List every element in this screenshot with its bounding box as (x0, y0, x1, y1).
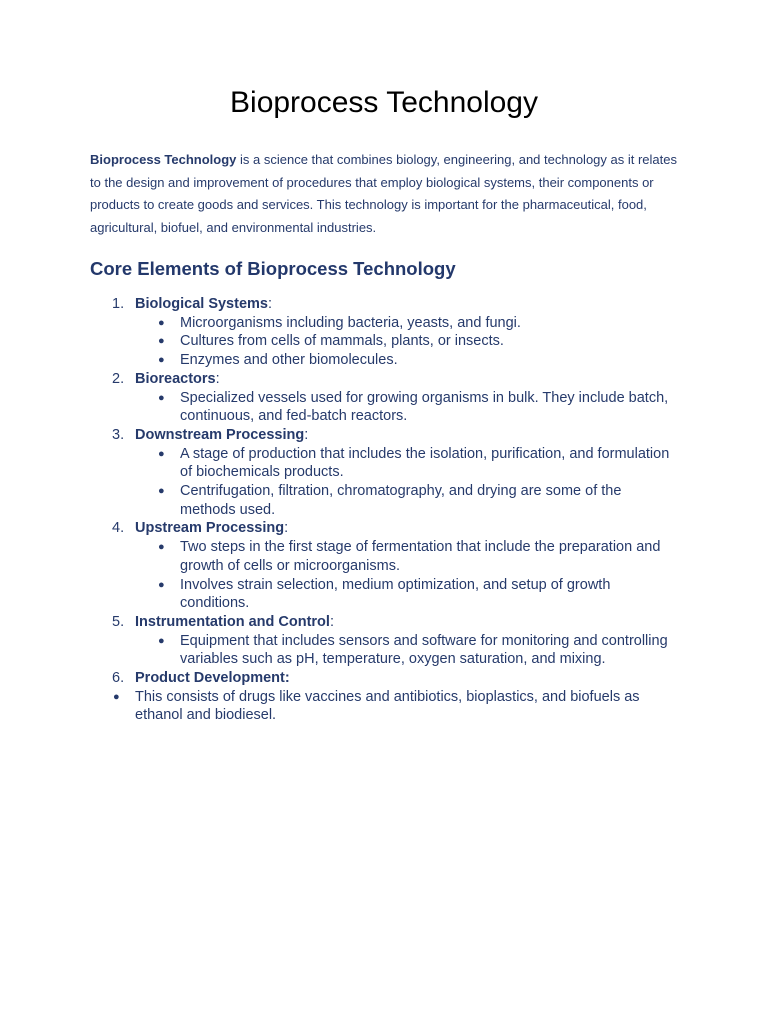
sub-bullet-item (135, 482, 680, 519)
sub-bullet-list (135, 538, 680, 613)
sub-bullet-item (135, 632, 680, 669)
core-element-item (90, 370, 680, 426)
bullet-icon: ● (158, 354, 165, 367)
core-element-suffix: : (304, 426, 309, 443)
core-element-suffix: : (215, 370, 220, 387)
sub-bullet-item (135, 576, 680, 613)
core-element-title: Upstream Processing (135, 520, 285, 537)
core-element-item (90, 295, 680, 370)
sub-bullet-text: Involves strain selection, medium optimization, and setup of growth conditions. (180, 576, 611, 612)
intro-text: is a science that combines biology, engineering, and technology as it relates to the design and improvement of procedures that employ biological systems, their components or products to create goods and services. This technology is important for the pharmaceutical, food, agricultural, biofuel, and environmental industries. (90, 152, 677, 235)
core-element-item (90, 426, 680, 520)
sub-bullet-text: Specialized vessels used for growing organisms in bulk. They include batch, continuous, and fed-batch reactors. (180, 389, 669, 425)
core-element-item (90, 519, 680, 613)
core-element-suffix: : (329, 613, 334, 630)
bullet-icon: ● (113, 690, 120, 703)
core-element-title: Bioreactors (135, 370, 216, 387)
section-heading: Core Elements of Bioprocess Technology (90, 258, 456, 279)
core-element-title: Downstream Processing (135, 426, 305, 443)
sub-bullet-text: Microorganisms including bacteria, yeasts, and fungi. (180, 314, 521, 331)
intro-paragraph (90, 149, 680, 239)
sub-bullet-text: Centrifugation, filtration, chromatography, and drying are some of the methods used. (180, 483, 622, 518)
core-element-title: Instrumentation and Control (135, 613, 330, 630)
trailing-bullet-text: This consists of drugs like vaccines and antibiotics, bioplastics, and biofuels as ethanol and biodiesel. (135, 688, 640, 724)
document-title: Bioprocess Technology (230, 86, 538, 119)
sub-bullet-list (135, 445, 680, 520)
sub-bullet-item (135, 389, 680, 426)
sub-bullet-text: A stage of production that includes the isolation, purification, and formulation of biochemicals products. (180, 445, 670, 481)
bullet-icon: ● (158, 541, 165, 554)
sub-bullet-item (135, 351, 680, 370)
list-number: 6. (112, 670, 125, 687)
bullet-icon: ● (158, 634, 165, 647)
bullet-icon: ● (158, 335, 165, 348)
core-element-title: Product Development: (135, 670, 290, 687)
core-element-suffix: : (284, 520, 289, 537)
core-element-item (90, 613, 680, 669)
bullet-icon: ● (158, 391, 165, 404)
bullet-icon: ● (158, 485, 165, 498)
sub-bullet-text: Enzymes and other biomolecules. (180, 352, 398, 369)
sub-bullet-text: Equipment that includes sensors and software for monitoring and controlling variables such as pH, temperature, oxygen saturation, and mixing. (180, 632, 668, 668)
core-element-suffix: : (267, 296, 272, 312)
sub-bullet-text: Cultures from cells of mammals, plants, or insects. (180, 333, 504, 350)
core-element-title: Biological Systems (135, 296, 268, 312)
list-number: 3. (112, 426, 125, 443)
sub-bullet-item (135, 538, 680, 575)
bullet-icon: ● (158, 447, 165, 460)
bullet-icon: ● (158, 316, 165, 329)
sub-bullet-item (135, 332, 680, 351)
sub-bullet-list (135, 314, 680, 370)
list-number: 2. (112, 370, 125, 387)
sub-bullet-item (135, 445, 680, 482)
sub-bullet-item (135, 314, 680, 333)
bullet-icon: ● (158, 578, 165, 591)
sub-bullet-list (135, 389, 680, 426)
list-number: 4. (112, 520, 125, 537)
intro-bold-term: Bioprocess Technology (90, 152, 237, 167)
trailing-bullet-item (90, 688, 680, 725)
sub-bullet-list (135, 632, 680, 669)
core-element-item (90, 669, 680, 688)
list-number: 5. (112, 613, 125, 630)
list-number: 1. (112, 296, 125, 312)
core-elements-list (90, 295, 680, 725)
sub-bullet-text: Two steps in the first stage of fermentation that include the preparation and growth of cells or microorganisms. (180, 539, 661, 574)
